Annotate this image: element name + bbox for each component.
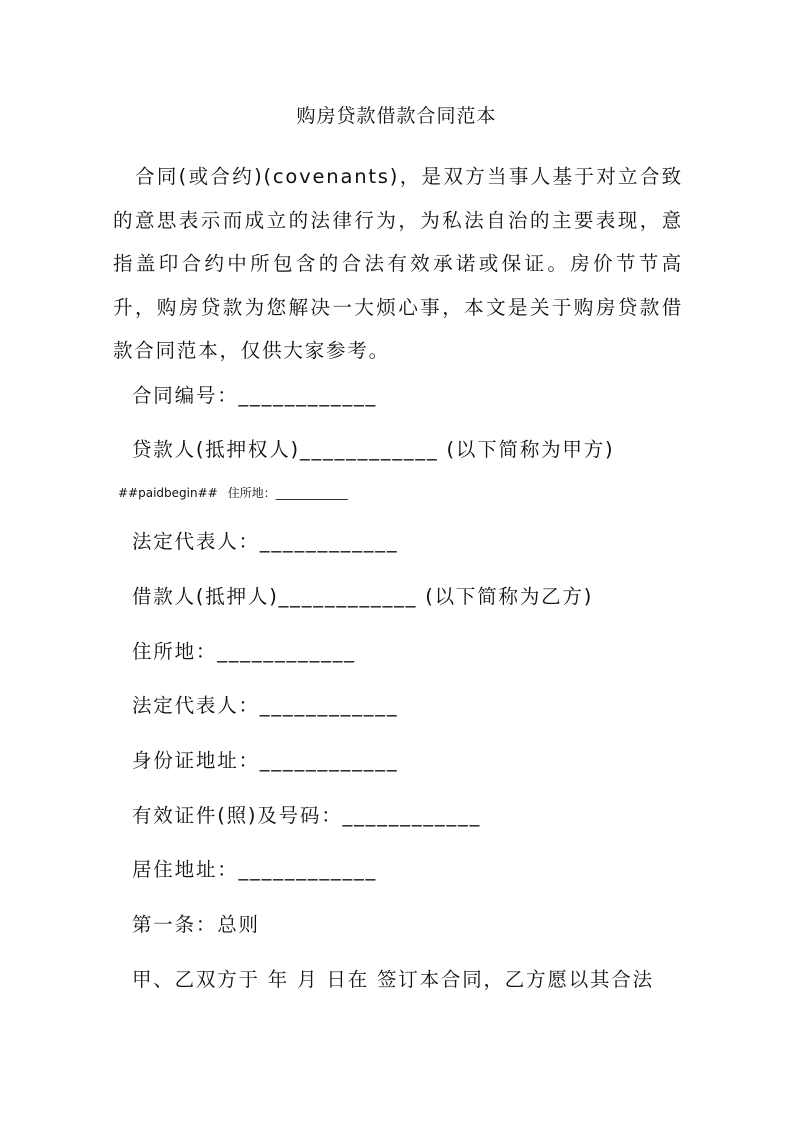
id-document-field: 有效证件(照)及号码：____________ [132, 804, 482, 827]
lender-field: 贷款人(抵押权人)____________ (以下简称为甲方) [132, 438, 615, 461]
contract-number-field: 合同编号：____________ [132, 384, 378, 407]
residence-address-field: 居住地址：____________ [132, 858, 378, 881]
document-title: 购房贷款借款合同范本 [296, 105, 497, 127]
borrower-representative-field: 法定代表人：____________ [132, 694, 399, 717]
borrower-field: 借款人(抵押人)____________ (以下简称为乙方) [132, 585, 594, 608]
id-address-field: 身份证地址：____________ [132, 749, 399, 772]
lender-address-field: 住所地：____________ [227, 486, 348, 500]
borrower-address-field: 住所地：____________ [132, 640, 356, 663]
paid-marker-line [118, 484, 348, 502]
paid-marker: ##paidbegin## [118, 486, 218, 500]
article-one-heading: 第一条：总则 [132, 913, 260, 936]
lender-representative-field: 法定代表人：____________ [132, 530, 399, 553]
article-one-text: 甲、乙双方于 年 月 日在 签订本合同，乙方愿以其合法 [132, 968, 654, 991]
intro-paragraph: 合同(或合约)(covenants)，是双方当事人基于对立合致的意思表示而成立的法律行为，为私法自治的主要表现，意指盖印合约中所包含的合法有效承诺或保证。房价节节高升，购房贷款为您解决一大烦心事，本文是关于购房贷款借款合同范本，仅供大家参考。 [113, 165, 683, 362]
